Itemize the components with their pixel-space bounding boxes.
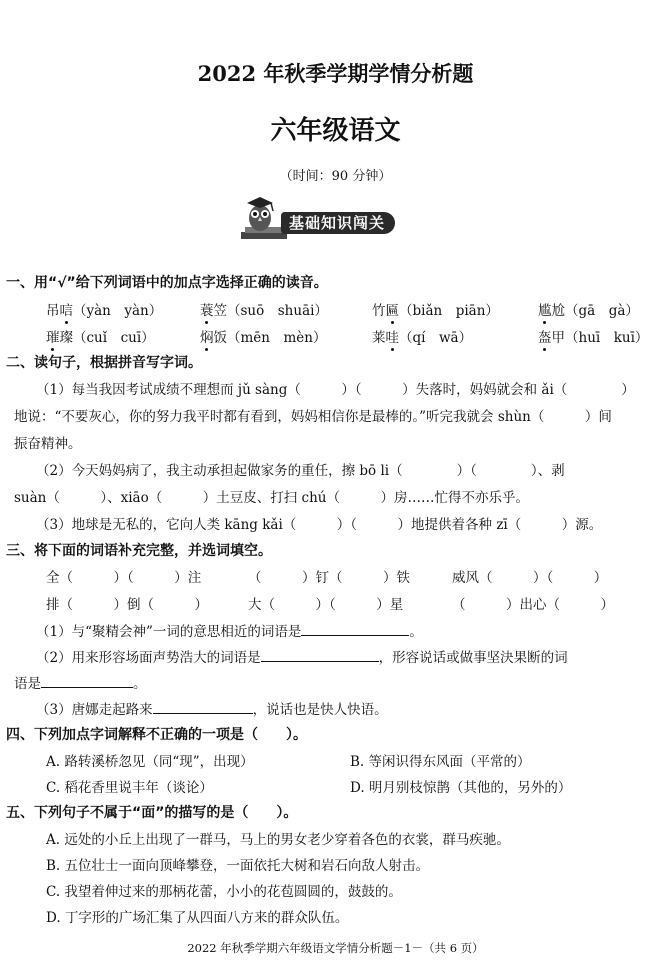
q5-option-d: D. 丁字形的广场汇集了从四面八方来的群众队伍。 [46,910,349,926]
q3-idiom: 大（ ）（ ）星 [248,597,404,613]
q1-item-2 [200,299,328,319]
q4-option-a: A. 路转溪桥忽见（同“现”，出现） [46,754,254,770]
pinyin-options: （biǎn piān） [399,303,499,319]
q5-option-b: B. 五位壮士一面向顶峰攀登，一面依托大树和岩石向敌人射击。 [46,858,430,874]
question-1-title: 一、用“√”给下列词语中的加点字选择正确的读音。 [6,275,328,291]
exam-time: （时间：90 分钟） [279,169,392,184]
dotted-char: 唁 [59,303,73,319]
pinyin-options: （gā gà） [565,303,639,319]
q4-option-b: B. 等闲识得东风面（平常的） [350,754,531,770]
word-part: 饭 [213,330,227,346]
q2-line: 地说：“不要灰心，你的努力我平时都有看到，妈妈相信你是最棒的。”听完我就会 shùn（ ）间 [14,409,612,425]
q3-sentence-2 [36,646,568,666]
dotted-char: 璀 [46,330,60,346]
dotted-char: 焖 [200,330,214,346]
word-part: 竹 [372,303,386,319]
sentence-text: 。 [133,676,147,692]
banner-label: 基础知识闯关 [281,212,395,234]
word-part: 笠 [213,303,227,319]
word-part: 尬 [551,303,565,319]
q3-sentence-3 [36,698,388,718]
q1-item-7 [372,326,472,346]
answer-blank[interactable] [41,673,133,688]
q3-idiom: 排（ ）倒（ ） [46,597,208,613]
q5-option-a: A. 远处的小丘上出现了一群马，马上的男女老少穿着各色的衣裳，群马疾驰。 [46,832,510,848]
sentence-text: （2）用来形容场面声势浩大的词语是 [36,650,261,666]
q2-line: （3）地球是无私的，它向人类 kāng kǎi（ ）（ ）地提供着各种 zī（ ）源。 [36,517,603,533]
pinyin-options: （yàn yàn） [73,303,163,319]
question-2-title: 二、读句子，根据拼音写字词。 [6,355,202,371]
word-part: 莱 [372,330,386,346]
dotted-char: 尴 [538,303,552,319]
answer-blank[interactable] [301,621,409,636]
sentence-text: 语是 [14,676,41,692]
q2-line: 振奋精神。 [14,436,82,452]
word-part: 吊 [46,303,60,319]
dotted-char: 哇 [385,330,399,346]
q3-idiom: 全（ ）（ ）注 [46,570,202,586]
q3-sentence-1 [36,620,423,640]
sentence-text: （1）与“聚精会神”一词的意思相近的词语是 [36,624,302,640]
dotted-char: 匾 [385,303,399,319]
page-footer: 2022 年秋季学期六年级语文学情分析题－1－（共 6 页） [187,941,484,955]
q4-option-c: C. 稻花香里说丰年（谈论） [46,780,213,796]
section-banner [233,194,443,242]
q5-option-c: C. 我望着伸过来的那柄花蕾，小小的花苞圆圆的，鼓鼓的。 [46,884,402,900]
question-5-title: 五、下列句子不属于“面”的描写的是（ ）。 [6,805,298,821]
word-part: 璨 [59,330,73,346]
dotted-char: 盔 [538,330,552,346]
q1-item-3 [372,299,499,319]
q3-idiom: （ ）出心（ ） [452,597,614,613]
question-4-title: 四、下列加点字词解释不正确的一项是（ ）。 [6,727,307,743]
answer-blank[interactable] [261,647,379,662]
pinyin-options: （cuǐ cuī） [73,330,155,346]
dotted-char: 蓑 [200,303,214,319]
q1-item-8 [538,326,648,346]
page-title: 2022 年秋季学期学情分析题 [197,61,474,86]
q2-line: （1）每当我因考试成绩不理想而 jǔ sàng（ ）（ ）失落时，妈妈就会和 ǎi（ ） [36,382,635,398]
q1-item-6 [200,326,326,346]
q4-option-d: D. 明月别枝惊鹊（其他的，另外的） [350,780,572,796]
sentence-text: 。 [409,624,423,640]
question-3-title: 三、将下面的词语补充完整，并选词填空。 [6,543,272,559]
q3-idiom: 威风（ ）（ ） [452,570,608,586]
q1-item-5 [46,326,155,346]
pinyin-options: （suō shuāi） [227,303,328,319]
q3-sentence-2-cont [14,672,147,692]
pinyin-options: （qí wā） [399,330,473,346]
answer-blank[interactable] [153,699,253,714]
q1-item-1 [46,299,162,319]
page-subtitle: 六年级语文 [270,116,401,146]
pinyin-options: （huī kuī） [565,330,649,346]
pinyin-options: （mēn mèn） [227,330,327,346]
q2-line: suàn（ ）、xiāo（ ）土豆皮、打扫 chú（ ）房……忙得不亦乐乎。 [14,490,529,506]
q1-item-4 [538,299,639,319]
word-part: 甲 [551,330,565,346]
sentence-text: （3）唐娜走起路来 [36,702,153,718]
q2-line: （2）今天妈妈病了，我主动承担起做家务的重任，擦 bō li（ ）（ ）、剥 [36,463,565,479]
sentence-text: ，说话也是快人快语。 [252,702,388,718]
sentence-text: ，形容说话或做事坚決果断的词 [378,650,568,666]
q3-idiom: （ ）钉（ ）铁 [248,570,410,586]
